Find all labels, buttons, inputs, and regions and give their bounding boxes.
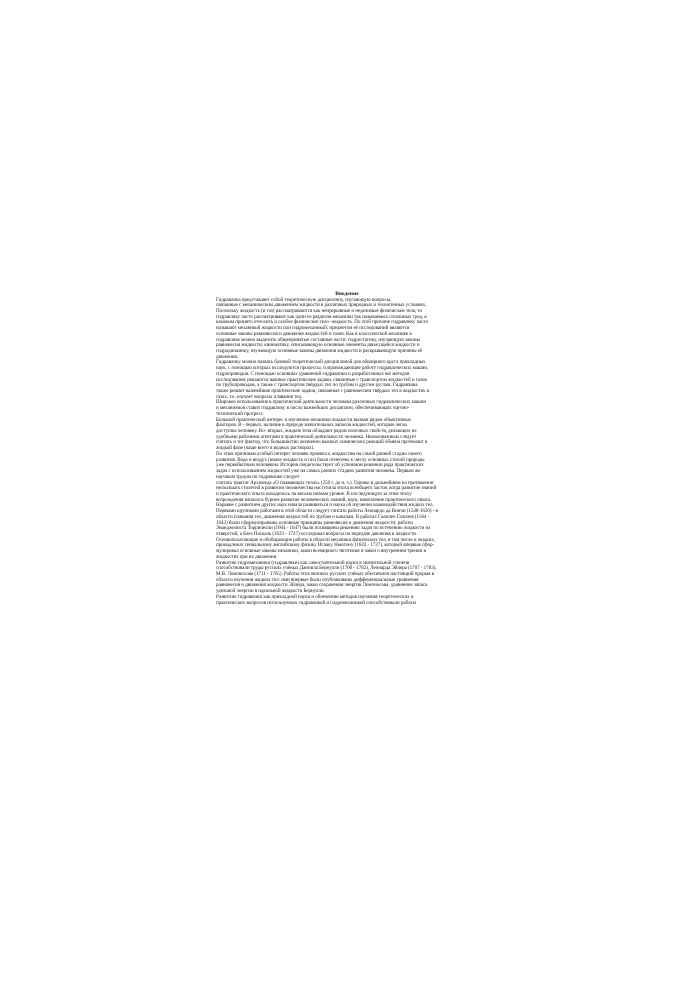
text-line: отверстий, а Блез Паскаль (1623 - 1727) исследовал вопросы по передаче давления в жидкости. xyxy=(216,530,418,537)
text-line: жидкой фазе (чаще всего в водных растворах). xyxy=(216,445,315,452)
text-line: жидкостях при их движении. xyxy=(216,553,278,560)
text-line: газах, т.е. изучает вопросы плавания тел. xyxy=(216,393,303,400)
text-line: факторов. В - первых, наличие в природе значительных запасов жидкостей, которые легко xyxy=(216,422,407,429)
text-line: удобными рабочими агентами в практической деятельности человека. Немаловажным следует xyxy=(216,433,417,440)
text-line: удельной энергии в идеальной жидкости Бернулли. xyxy=(216,588,325,595)
text-line: Широкое использование в практической деятельности человека различных гидравлических машин xyxy=(216,399,427,406)
text-line: мулировал основные законы механики, закон всемирного тяготения и закон о внутреннем трении в xyxy=(216,548,426,555)
text-line: развития. Вода и воздух (иначе жидкость и газ) были отнесены к числу основных стихий природы xyxy=(216,456,425,463)
text-line: Большой практический интерес к изучению механики жидкости вызван рядом объективных xyxy=(216,416,412,423)
page-title: Введение xyxy=(335,291,359,297)
text-line: гидродинамику, изучающую основные законы движения жидкости и раскрывающую причины её xyxy=(216,347,423,354)
text-line: гидравлике можно выделить общепринятые составные части: гидростатику, изучающую законы xyxy=(216,336,420,343)
text-line: гидравлику часто рассматривают как один из разделов механики так называемых сплошных сред, к xyxy=(216,313,427,320)
text-line: считать трактат Архимеда «О плавающих телах» (250 г. до н. э.). Однако в дальнейшем на протяжении xyxy=(216,479,434,486)
text-line: связанные с механическим движением жидкости в различных природных и техногенных условиях. xyxy=(216,302,427,309)
text-line: области плавания тел, движения жидкостей по трубам и каналам. В работах Галилео Галилея (1564 - xyxy=(216,513,430,520)
text-line: движения. xyxy=(216,353,238,360)
text-line: Поскольку жидкость (и газ) рассматриваются как непрерывные и неделимые физические тела, то xyxy=(216,307,422,314)
text-line: Основополагающие и обобщающие работы в области механики физических тел, в том числе и жидких, xyxy=(216,536,436,543)
text-line: технический прогресс. xyxy=(216,410,265,417)
text-line: равновесия жидкости; кинематику, описывающую основные элементы движущейся жидкости и xyxy=(216,342,420,349)
body-text xyxy=(216,298,478,607)
text-line: Гидравлика представляет собой теоретическую дисциплину, изучающую вопросы, xyxy=(216,296,392,303)
text-line: уже первобытным человеком. История свидетельствует об успешном решении ряда практических xyxy=(216,462,424,469)
text-line: возрождения началось бурное развитие человеческих знаний, наук, накопление практического опыта. xyxy=(216,496,432,503)
text-line: исследования, решаются важные практические задачи, связанные с транспортом жидкостей и газов xyxy=(216,376,427,383)
text-line: По этим причинам особый интерес человек проявил к жидкостям на самой ранней стадии своего xyxy=(216,450,422,457)
text-line: доступны человеку. Во- вторых, жидкие тела обладают рядом полезных свойств, делающих их xyxy=(216,428,417,435)
document-page xyxy=(216,291,478,727)
text-line: практических вопросов используемых гидравликой и гидромеханикой способствовали работы xyxy=(216,599,417,606)
text-line: области изучения жидких тел: ими впервые были опубликованы дифференциальные уравнения xyxy=(216,576,419,583)
text-line: Первыми крупными работами в этой области следует считать работы Леонардо да Винчи (1548-1620) - в xyxy=(216,508,438,515)
text-line: называют механикой жидкости или гидромеханикой; предметом её исследований являются xyxy=(216,325,410,332)
text-line: Эванджелиста Торричелли (1604 - 1647) были посвящены решению задач по истечению жидкости из xyxy=(216,525,431,532)
text-line: научным трудом по гидравлике следует xyxy=(216,473,300,480)
text-line: наук, с помощью которых исследуются процессы, сопровождающие работу гидравлических машин, xyxy=(216,365,429,372)
text-line: 1642) были сформулированы основные принципы равновесия и движения жидкости; работы xyxy=(216,519,413,526)
text-line: также решает важнейшие практические задачи, связанные с равновесием твёрдых тел в жидкостях и xyxy=(216,388,430,394)
text-line: гидроприводов. С помощью основных уравнений гидравлики и разработанных ею методов xyxy=(216,370,410,377)
text-line: Наравне с развитием других наук начала развиваться и наука об изучении взаимодействия жидких тел. xyxy=(216,502,434,509)
text-line: Развитию гидромеханики (гидравлики) как самостоятельной науки в значительной степени xyxy=(216,559,410,566)
text-line: и практического опыта находилось на весьма низком уровне. В последующую за этим эпоху xyxy=(216,490,412,497)
text-line: способствовали труды русских учёных Даниила Бернулли (1700 - 1782), Леонарда Эйлера (1707 - 1783), xyxy=(216,565,437,572)
text-line: считать и тот фактор, что большинство жизненно важных химических реакций обмена протекают в xyxy=(216,439,428,446)
text-line: принадлежат гениальному английскому физику Исааку Ньютону (1643 - 1727), который впервые сфор- xyxy=(216,542,435,549)
text-line: по трубопроводам, а также с транспортом твёрдых тел по трубам и другим руслам. Гидравлика xyxy=(216,382,418,389)
text-line: задач с использованием жидкостей уже на самых ранних стадиях развития человека. Первым же xyxy=(216,468,421,475)
text-line: каковым принято относить и особое физическое тело -жидкость. По этой причине гидравлику часто xyxy=(216,319,429,326)
text-line: Гидравлику можно назвать базовой теоретической дисциплиной для обширного круга прикладных xyxy=(216,359,426,366)
text-line: нескольких столетий в развитии человечества наступила эпоха всеобщего застоя, когда развитие знаний xyxy=(216,485,437,492)
text-line: М.В. Ломоносова (1711 - 1765). Работы этих великих русских учёных обеспечили настоящий прорыв в xyxy=(216,571,435,577)
text-line: и механизмов ставит гидравлику в число важнейших дисциплин, обеспечивающих научно- xyxy=(216,405,410,412)
text-line: Развитию гидравлики как прикладной науки и облечению методов изучения теоретических и xyxy=(216,593,414,600)
text-line: основные законы равновесия и движения жидкостей и газов. Как в классической механике в xyxy=(216,330,412,337)
text-line: равновесия и движения жидкости Эйлера, закон сохранения энергии Ломоносова, уравнение запаса xyxy=(216,582,428,589)
